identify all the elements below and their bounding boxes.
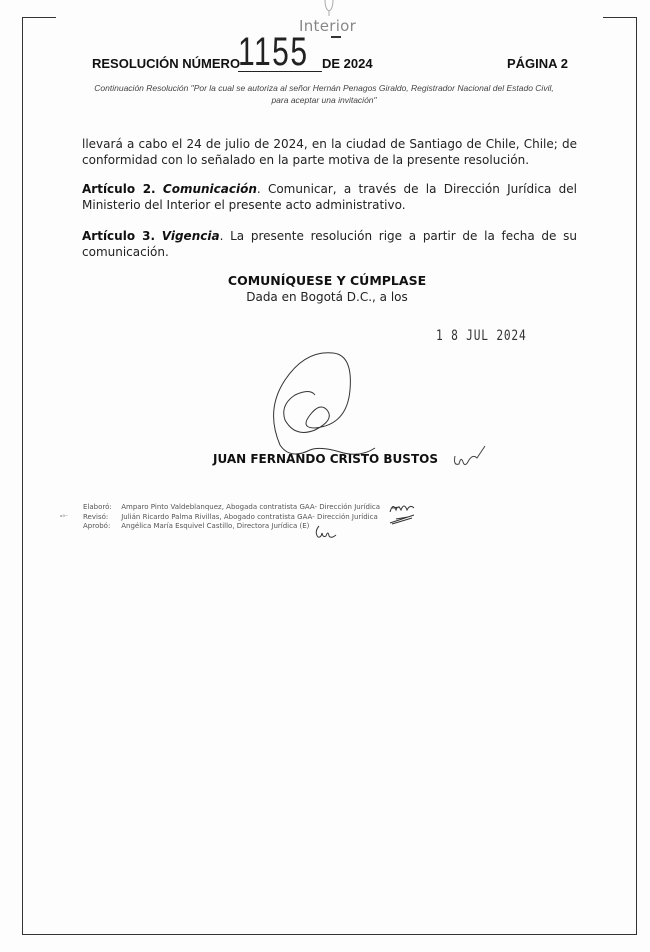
resolution-number: 1155 (238, 30, 309, 74)
frame-left-border (22, 17, 23, 935)
resolution-number-dash (331, 36, 341, 38)
signer-name: JUAN FERNANDO CRISTO BUSTOS (213, 452, 438, 466)
article-2-text: . Comunicar, a través de la Dirección Jurídica del Ministerio del Interior el presente acto administrativo. (82, 182, 577, 212)
article-3 (82, 228, 577, 260)
initials-mark (451, 444, 487, 472)
paragraph-continuation: llevará a cabo el 24 de julio de 2024, en la ciudad de Santiago de Chile, Chile; de conformidad con lo señalado en la parte motiva de la presente resolución. (82, 137, 577, 167)
subtitle-line-2: para aceptar una invitación" (271, 95, 377, 105)
closing-block (182, 273, 472, 305)
credit-text: Julián Ricardo Palma Rivillas, Abogado contratista GAA- Dirección Jurídica (121, 512, 378, 521)
date-stamp: 1 8 JUL 2024 (436, 328, 527, 344)
handwritten-signature (255, 350, 395, 460)
article-2-title: Comunicación (162, 182, 257, 196)
closing-formula: COMUNÍQUESE Y CÚMPLASE (227, 273, 427, 288)
credit-row (83, 513, 380, 523)
ministry-logo-text: Interior (299, 17, 357, 35)
credit-label: Revisó: (83, 512, 109, 521)
coat-of-arms-icon (321, 0, 337, 16)
credit-row (83, 503, 380, 513)
article-3-label: Artículo 3. (82, 229, 156, 243)
resolution-number-underline (238, 71, 322, 72)
margin-mark: ᵒ⁰⁻ (60, 514, 69, 521)
article-3-text: . La presente resolución rige a partir de la fecha de su comunicación. (82, 229, 577, 259)
frame-bottom-border (22, 934, 637, 935)
credit-label: Elaboró: (83, 503, 112, 511)
initials-elaboro (388, 500, 416, 514)
credit-label: Aprobó: (83, 522, 111, 530)
frame-corner-top-right (603, 17, 637, 18)
closing-place: Dada en Bogotá D.C., a los (246, 290, 408, 304)
resolution-label: RESOLUCIÓN NÚMERO (92, 56, 241, 71)
frame-corner-top-left (22, 17, 56, 18)
resolution-year: DE 2024 (322, 56, 373, 71)
page-number: PÁGINA 2 (507, 56, 568, 71)
article-2-label: Artículo 2. (82, 182, 156, 196)
credit-text: Amparo Pinto Valdeblanquez, Abogada contratista GAA- Dirección Jurídica (121, 503, 381, 511)
initials-aprobo (313, 524, 337, 540)
subtitle-line-1: Continuación Resolución "Por la cual se autoriza al señor Hernán Penagos Giraldo, Registrador Nacional del Estado Civil, (94, 83, 554, 93)
credit-text: Angélica María Esquivel Castillo, Directora Jurídica (E) (121, 522, 310, 530)
article-2 (82, 181, 577, 213)
resolution-subtitle (62, 82, 586, 106)
initials-reviso (388, 513, 416, 525)
article-3-title: Vigencia (161, 229, 220, 243)
frame-right-border (636, 17, 637, 935)
